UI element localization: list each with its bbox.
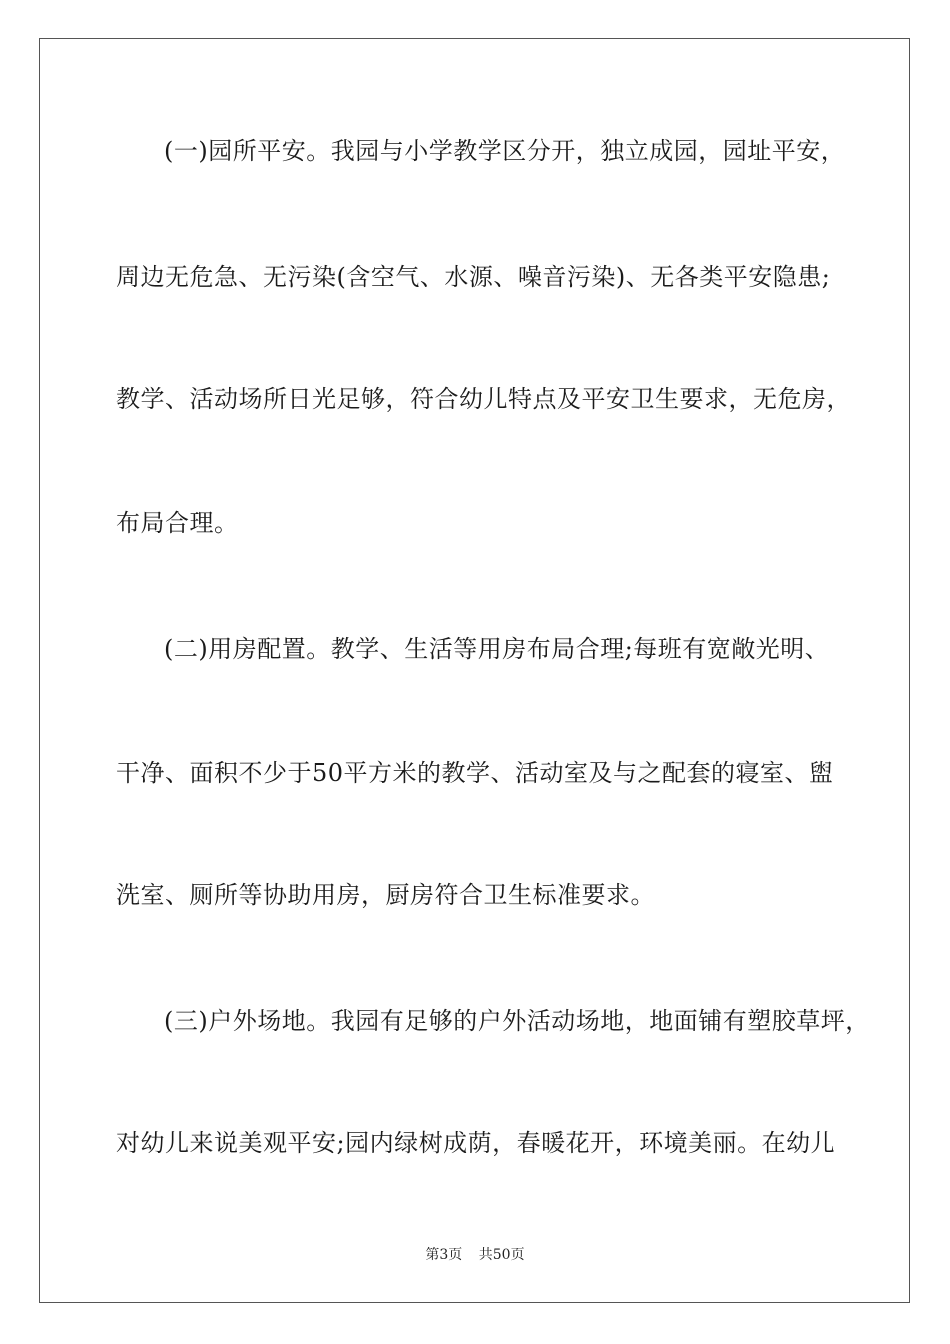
page-footer: [0, 1244, 950, 1264]
page-total: 共50页: [478, 1247, 525, 1263]
paragraph-1-line-4: 布局合理。: [116, 509, 239, 537]
paragraph-1-line-3: 教学、活动场所日光足够，符合幼儿特点及平安卫生要求，无危房，: [116, 385, 851, 413]
paragraph-1-line-1: (一)园所平安。我园与小学教学区分开，独立成园，园址平安，: [164, 137, 846, 165]
paragraph-1-line-2: 周边无危急、无污染(含空气、水源、噪音污染)、无各类平安隐患;: [116, 263, 831, 291]
paragraph-3-line-1: (三)户外场地。我园有足够的户外活动场地，地面铺有塑胶草坪，: [164, 1007, 870, 1035]
paragraph-2-line-2: 干净、面积不少于50平方米的教学、活动室及与之配套的寝室、盥: [116, 759, 834, 787]
paragraph-2-line-3: 洗室、厕所等协助用房，厨房符合卫生标准要求。: [116, 881, 655, 909]
page-number: 第3页: [425, 1247, 463, 1263]
page-border: [39, 38, 910, 1303]
paragraph-2-line-1: (二)用房配置。教学、生活等用房布局合理;每班有宽敞光明、: [164, 635, 830, 663]
paragraph-3-line-2: 对幼儿来说美观平安;园内绿树成荫，春暖花开，环境美丽。在幼儿: [116, 1129, 836, 1157]
